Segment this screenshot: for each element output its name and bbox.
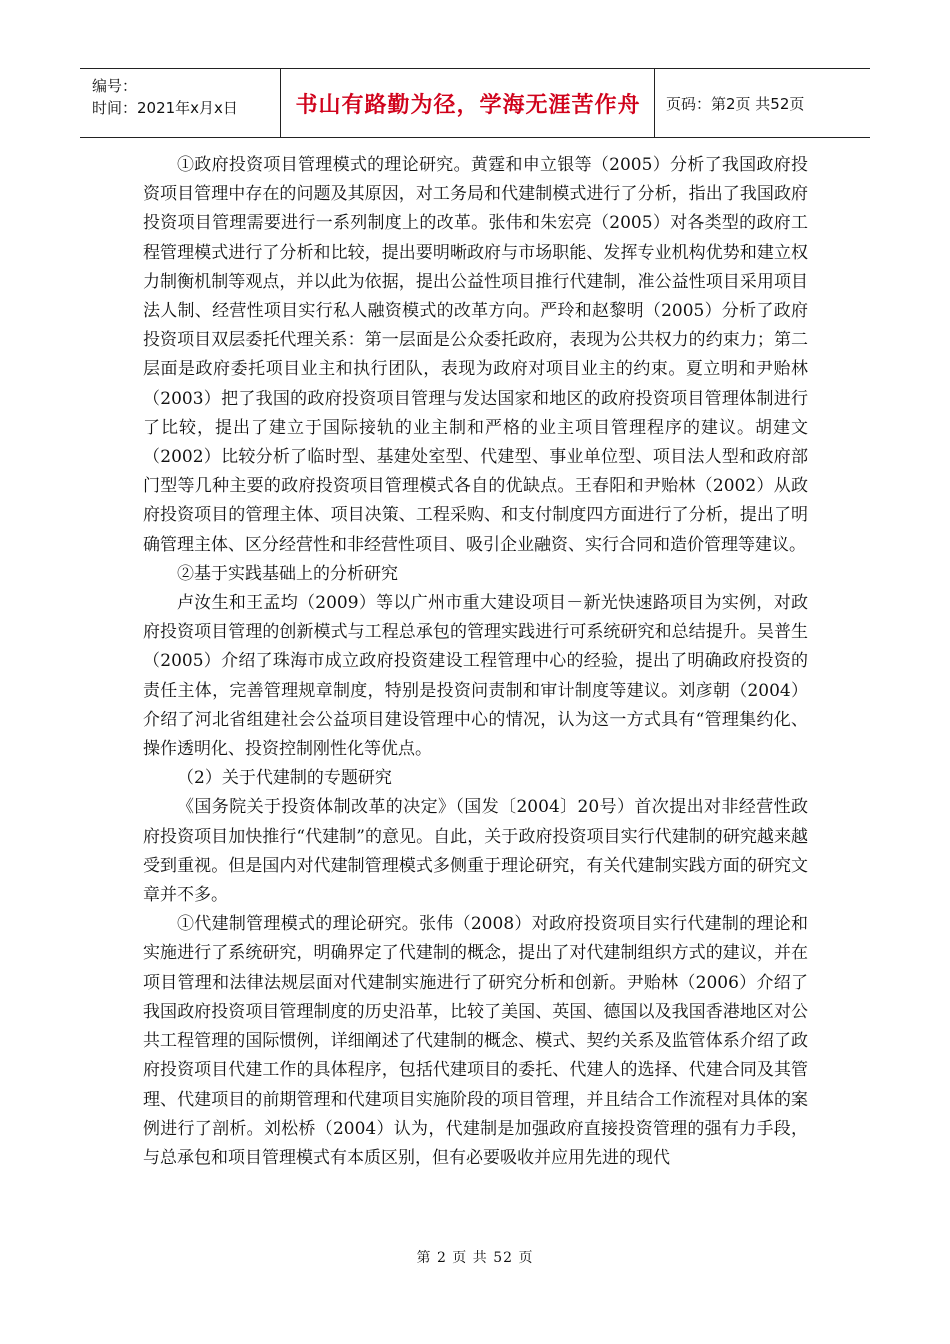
- subheading-practice-analysis: ②基于实践基础上的分析研究: [177, 563, 398, 584]
- document-body: [143, 151, 808, 1173]
- subheading-agent-construction: （2）关于代建制的专题研究: [177, 768, 392, 789]
- number-label: 编号：: [92, 77, 138, 95]
- header-meta: [80, 69, 280, 137]
- header-motto: 书山有路勤为径，学海无涯苦作舟: [295, 92, 641, 118]
- paragraph-agent-construction-theory: ①代建制管理模式的理论研究。张伟（2008）对政府投资项目实行代建制的理论和实施进行了系统研究，明确界定了代建制的概念，提出了对代建制组织方式的建议，并在项目管理和法律法规层面对代建制实施进行了研究分析和创新。尹贻林（2006）介绍了我国政府投资项目管理制度的历史沿革，比较了美国、英国、德国以及我国香港地区对公共工程管理的国际惯例，详细阐述了代建制的概念、模式、契约关系及监管体系介绍了政府投资项目代建工作的具体程序，包括代建项目的委托、代建人的选择、代建合同及其管理、代建项目的前期管理和代建项目实施阶段的项目管理，并且结合工作流程对具体的案例进行了剖析。刘松桥（2004）认为，代建制是加强政府直接投资管理的强有力手段，与总承包和项目管理模式有本质区别，但有必要吸收并应用先进的现代: [143, 914, 808, 1168]
- paragraph-theory-government-investment: ①政府投资项目管理模式的理论研究。黄霆和申立银等（2005）分析了我国政府投资项目管理中存在的问题及其原因，对工务局和代建制模式进行了分析，指出了我国政府投资项目管理需要进行一系列制度上的改革。张伟和朱宏亮（2005）对各类型的政府工程管理模式进行了分析和比较，提出要明晰政府与市场职能、发挥专业机构优势和建立权力制衡机制等观点，并以此为依据，提出公益性项目推行代建制，准公益性项目采用项目法人制、经营性项目实行私人融资模式的改革方向。严玲和赵黎明（2005）分析了政府投资项目双层委托代理关系：第一层面是公众委托政府，表现为公共权力的约束力；第二层面是政府委托项目业主和执行团队，表现为政府对项目业主的约束。夏立明和尹贻林（2003）把了我国的政府投资项目管理与发达国家和地区的政府投资项目管理体制进行了比较，提出了建立于国际接轨的业主制和严格的业主项目管理程序的建议。胡建文（2002）比较分析了临时型、基建处室型、代建型、事业单位型、项目法人型和政府部门型等几种主要的政府投资项目管理模式各自的优缺点。王春阳和尹贻林（2002）从政府投资项目的管理主体、项目决策、工程采购、和支付制度四方面进行了分析，提出了明确管理主体、区分经营性和非经营性项目、吸引企业融资、实行合同和造价管理等建议。: [143, 155, 808, 555]
- header-divider: [654, 69, 655, 137]
- time-label: 时间：2021年x月x日: [92, 99, 238, 117]
- page-header: [80, 68, 870, 138]
- page-footer: 第 2 页 共 52 页: [416, 1250, 534, 1266]
- paragraph-practice-cases: 卢汝生和王孟均（2009）等以广州市重大建设项目－新光快速路项目为实例，对政府投资项目管理的创新模式与工程总承包的管理实践进行可系统研究和总结提升。吴普生（2005）介绍了珠海市成立政府投资建设工程管理中心的经验，提出了明确政府投资的责任主体，完善管理规章制度，特别是投资问责制和审计制度等建议。刘彦朝（2004）介绍了河北省组建社会公益项目建设管理中心的情况，认为这一方式具有“管理集约化、操作透明化、投资控制刚性化等优点。: [143, 593, 808, 760]
- paragraph-state-council-decision: 《国务院关于投资体制改革的决定》（国发〔2004〕20号）首次提出对非经营性政府投资项目加快推行“代建制”的意见。自此，关于政府投资项目实行代建制的研究越来越受到重视。但是国内对代建制管理模式多侧重于理论研究，有关代建制实践方面的研究文章并不多。: [143, 797, 808, 906]
- header-page-label: 页码：第2页 共52页: [666, 94, 805, 113]
- header-divider: [280, 69, 281, 137]
